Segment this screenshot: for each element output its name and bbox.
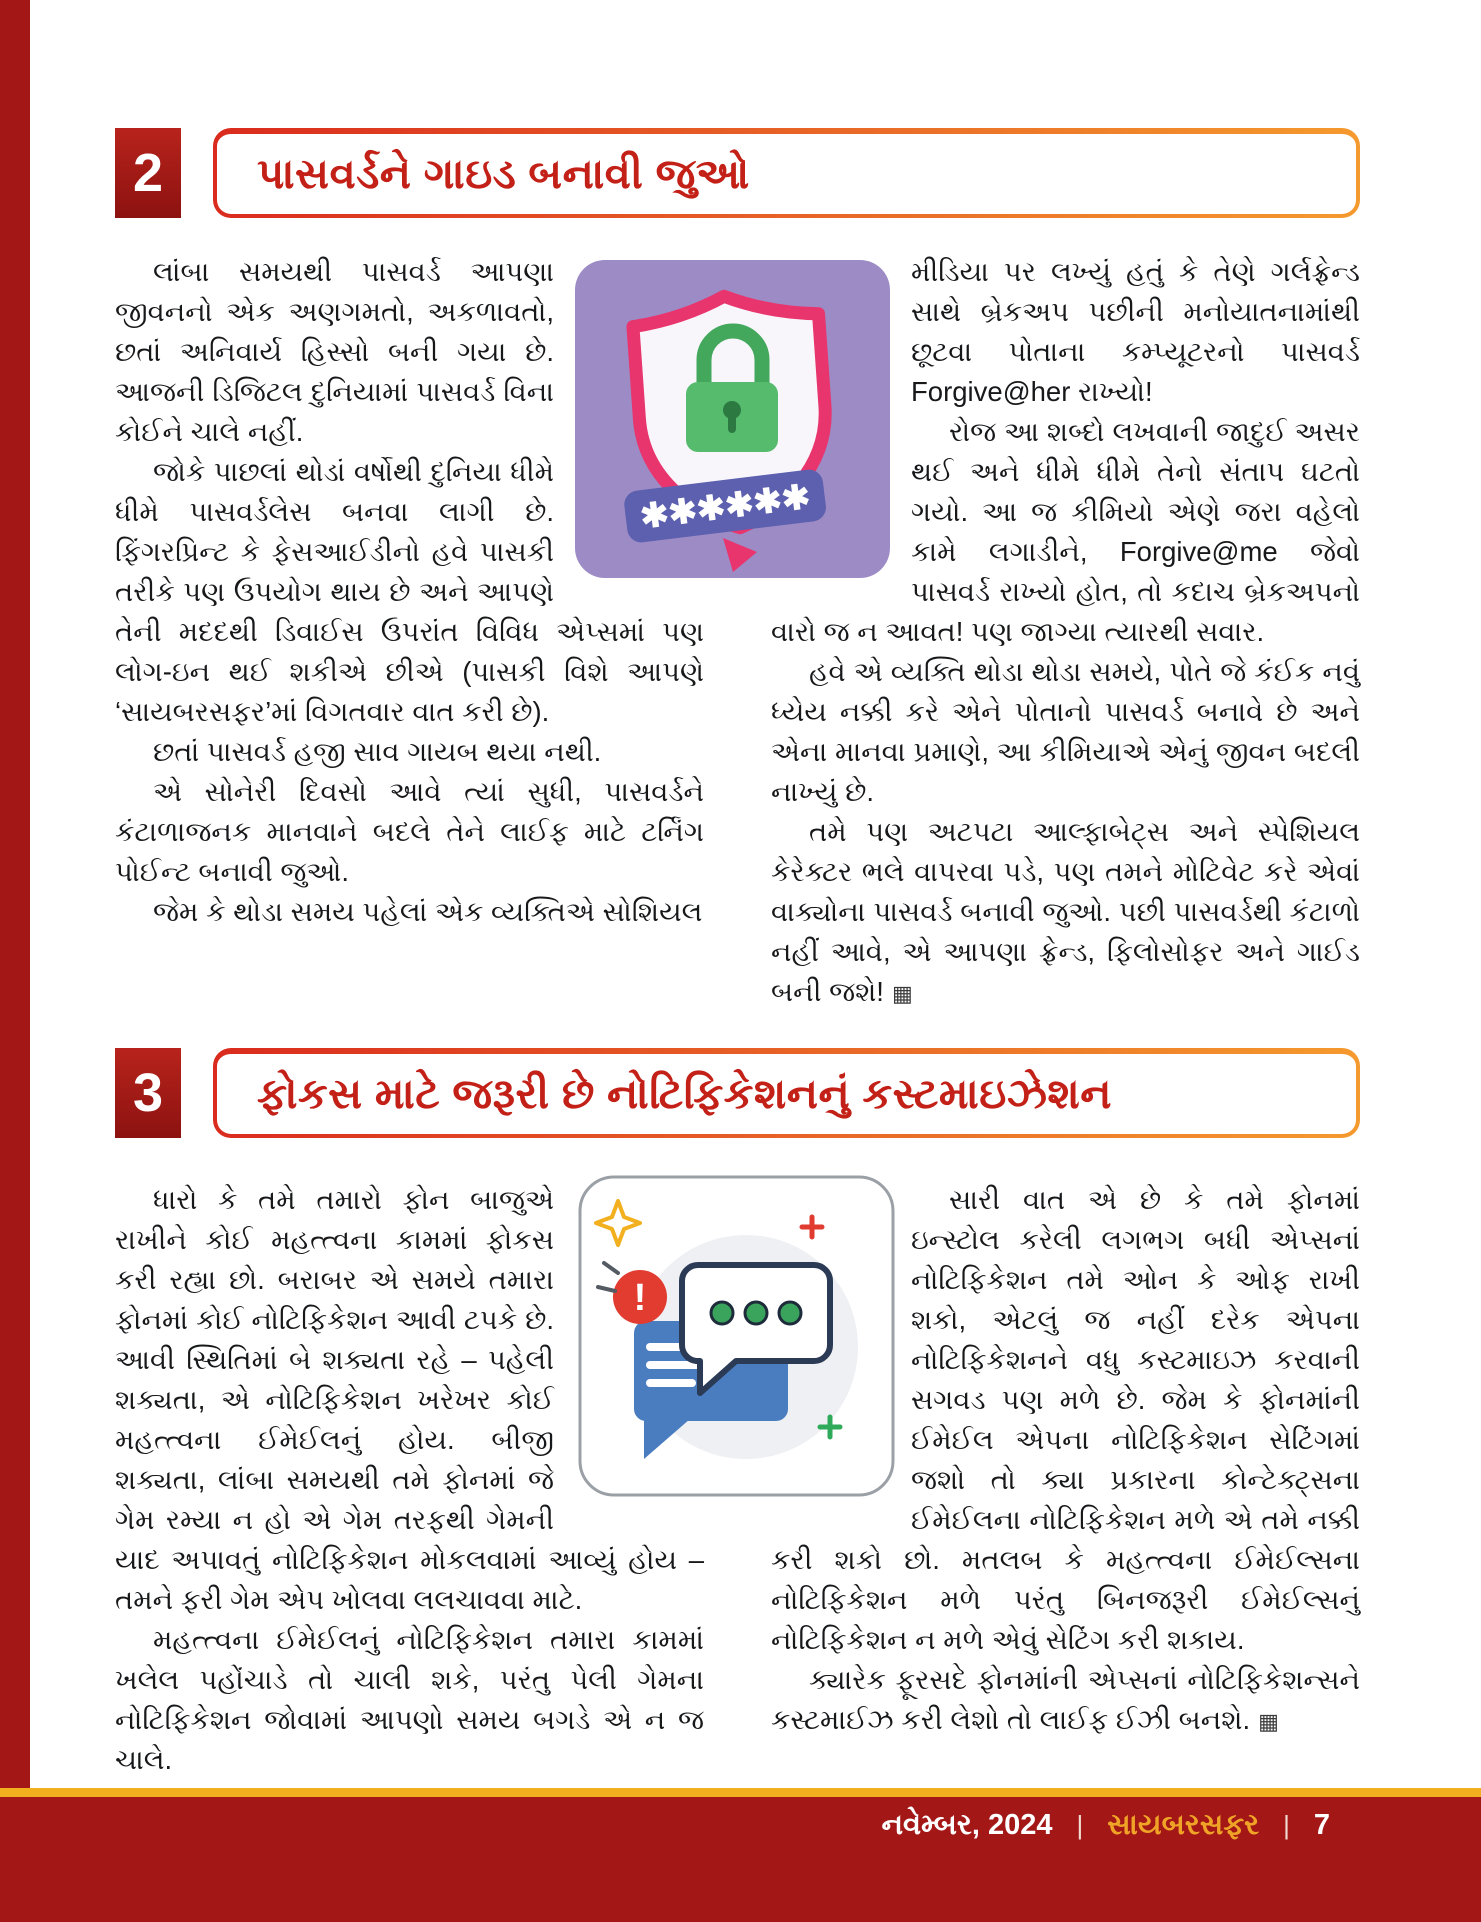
shield-lock-art [575,260,890,578]
shield-lock-illustration [575,260,890,583]
footer-text [881,1809,1330,1842]
footer-separator: | [1076,1810,1084,1840]
paragraph: એ સોનેરી દિવસો આવે ત્યાં સુધી, પાસવર્ડને કંટાળાજનક માનવાને બદલે તેને લાઈફ માટે ટર્નિંગ પોઈન્ટ બનાવી જુઓ. [115,776,704,887]
footer-date: નવેમ્બર, 2024 [881,1809,1053,1841]
section-3-title: ફોકસ માટે જરૂરી છે નોટિફિકેશનનું કસ્ટમાઇઝેશન [257,1069,1113,1117]
footer-page-number: 7 [1313,1809,1330,1841]
paragraph-text: તમે પણ અટપટા આલ્ફાબેટ્સ અને સ્પેશિયલ કેરેક્ટર ભલે વાપરવા પડે, પણ તમને મોટિવેટ કરે એવાં વાક્યોના પાસવર્ડ બનાવી જુઓ. પછી પાસવર્ડથી કંટાળો નહીં આવે, એ આપણા ફ્રેન્ડ, ફિલોસોફર અને ગાઈડ બની જશે! [771,816,1360,1007]
paragraph: મીડિયા પર લખ્યું હતું કે તેણે ગર્લફ્રેન્ડ સાથે બ્રેકઅપ પછીની મનોયાતનામાંથી છૂટવા પોતાના કમ્પ્યૂટરનો પાસવર્ડ Forgive@her રાખ્યો! [911,256,1360,407]
paragraph: છતાં પાસવર્ડ હજી સાવ ગાયબ થયા નથી. [153,736,602,767]
paragraph: મહત્ત્વના ઈમેઈલનું નોટિફિકેશન તમારા કામમાં ખલેલ પહોંચાડે તો ચાલી શકે, પરંતુ પેલી ગેમના નોટિફિકેશન જોવામાં આપણો સમય બગડે એ ન જ ચાલે. [115,1624,704,1775]
section-2-title-box [213,128,1360,218]
footer-magazine-name: સાયબરસફર [1107,1809,1260,1841]
page-edge-strip [0,0,30,1797]
footer-bar [0,1797,1481,1922]
section-number-badge-2 [115,128,181,218]
paragraph [771,1660,1360,1742]
footer-gold-rule [0,1788,1481,1797]
paragraph-text: ક્યારેક ફૂરસદે ફોનમાંની એપ્સનાં નોટિફિકેશન્સને કસ્ટમાઈઝ કરી લેશો તો લાઈફ ઈઝી બનશે. [771,1664,1360,1735]
paragraph: લાંબા સમયથી પાસવર્ડ આપણા જીવનનો એક અણગમતો, અકળાવતો, છતાં અનિવાર્ય હિસ્સો બની ગયા છે. આજની ડિજિટલ દુનિયામાં પાસવર્ડ વિના કોઈને ચાલે નહીં. [115,256,554,447]
section-3-title-box [213,1048,1360,1138]
password-stars: ✱✱✱✱✱✱ [638,477,813,537]
article-end-icon: ▦ [891,981,913,1006]
chat-notification-art [578,1175,895,1497]
section-number-badge-3 [115,1048,181,1138]
paragraph: સારી વાત એ છે કે તમે ફોનમાં ઇન્સ્ટોલ કરેલી લગભગ બધી એપ્સનાં નોટિફિકેશન તમે ઓન કે ઓફ રાખી શકો, એટલું જ નહીં દરેક એપના નોટિફિકેશનને વધુ કસ્ટમાઇઝ કરવાની સગવડ પણ મળે છે. જેમ કે ફોનમાંની ઈમેઈલ એપના નોટિફિકેશન સેટિંગમાં જશો તો ક્યા પ્રકારના કોન્ટેક્ટ્સના ઈમેઈલના નોટિફિકેશન મળે એ તમે નક્કી કરી શકો છો. મતલબ કે મહત્ત્વના ઈમેઈલ્સના નોટિફિકેશન મળે પરંતુ બિનજરૂરી ઈમેઈલ્સનું નોટિફિકેશન ન મળે એવું સેટિંગ કરી શકાય. [771,1184,1360,1655]
article-end-icon: ▦ [1258,1709,1279,1734]
section-2-title: પાસવર્ડને ગાઇડ બનાવી જુઓ [257,149,750,197]
footer-separator: | [1283,1810,1290,1840]
paragraph [771,812,1360,1014]
section-number: 3 [132,1063,164,1123]
paragraph: હવે એ વ્યક્તિ થોડા થોડા સમયે, પોતે જે કંઈક નવું ધ્યેય નક્કી કરે એને પોતાનો પાસવર્ડ બનાવે છે અને એના માનવા પ્રમાણે, આ કીમિયાએ એનું જીવન બદલી નાખ્યું છે. [771,656,1360,807]
paragraph: ધારો કે તમે તમારો ફોન બાજુએ રાખીને કોઈ મહત્ત્વના કામમાં ફોકસ કરી રહ્યા છો. બરાબર એ સમયે તમારા ફોનમાં કોઈ નોટિફિકેશન આવી ટપકે છે. આવી સ્થિતિમાં બે શક્યતા રહે – પહેલી શક્યતા, એ નોટિફિકેશન ખરેખર કોઈ મહત્ત્વના ઈમેઈલનું હોય. બીજી શક્યતા, લાંબા સમયથી તમે ફોનમાં જે ગેમ રમ્યા ન હો એ ગેમ તરફથી ગેમની યાદ અપાવતું નોટિફિકેશન મોકલવામાં આવ્યું હોય – તમને ફરી ગેમ એપ ખોલવા લલચાવવા માટે. [115,1184,704,1615]
section-number: 2 [132,143,164,203]
chat-notification-illustration [578,1175,895,1502]
paragraph: જોકે પાછલાં થોડાં વર્ષોથી દુનિયા ધીમે ધીમે પાસવર્ડલેસ બનવા લાગી છે. ફિંગરપ્રિન્ટ કે ફેસઆઈડીનો હવે પાસકી તરીકે પણ ઉપયોગ થાય છે અને આપણે તેની મદદથી ડિવાઈસ ઉપરાંત વિવિધ એપ્સમાં પણ લોગ-ઇન થઈ શકીએ છીએ (પાસકી વિશે આપણે ‘સાયબરસફર’માં વિગતવાર વાત કરી છે). [115,456,704,727]
paragraph: જેમ કે થોડા સમય પહેલાં એક વ્યક્તિએ સોશિયલ [153,896,703,927]
alert-exclamation: ! [633,1277,647,1319]
paragraph: રોજ આ શબ્દો લખવાની જાદુઈ અસર થઈ અને ધીમે ધીમે તેનો સંતાપ ઘટતો ગયો. આ જ કીમિયો એણે જરા વહેલો કામે લગાડીને, Forgive@me જેવો પાસવર્ડ રાખ્યો હોત, તો કદાચ બ્રેકઅપનો વારો જ ન આવત! પણ જાગ્યા ત્યારથી સવાર. [771,416,1360,647]
